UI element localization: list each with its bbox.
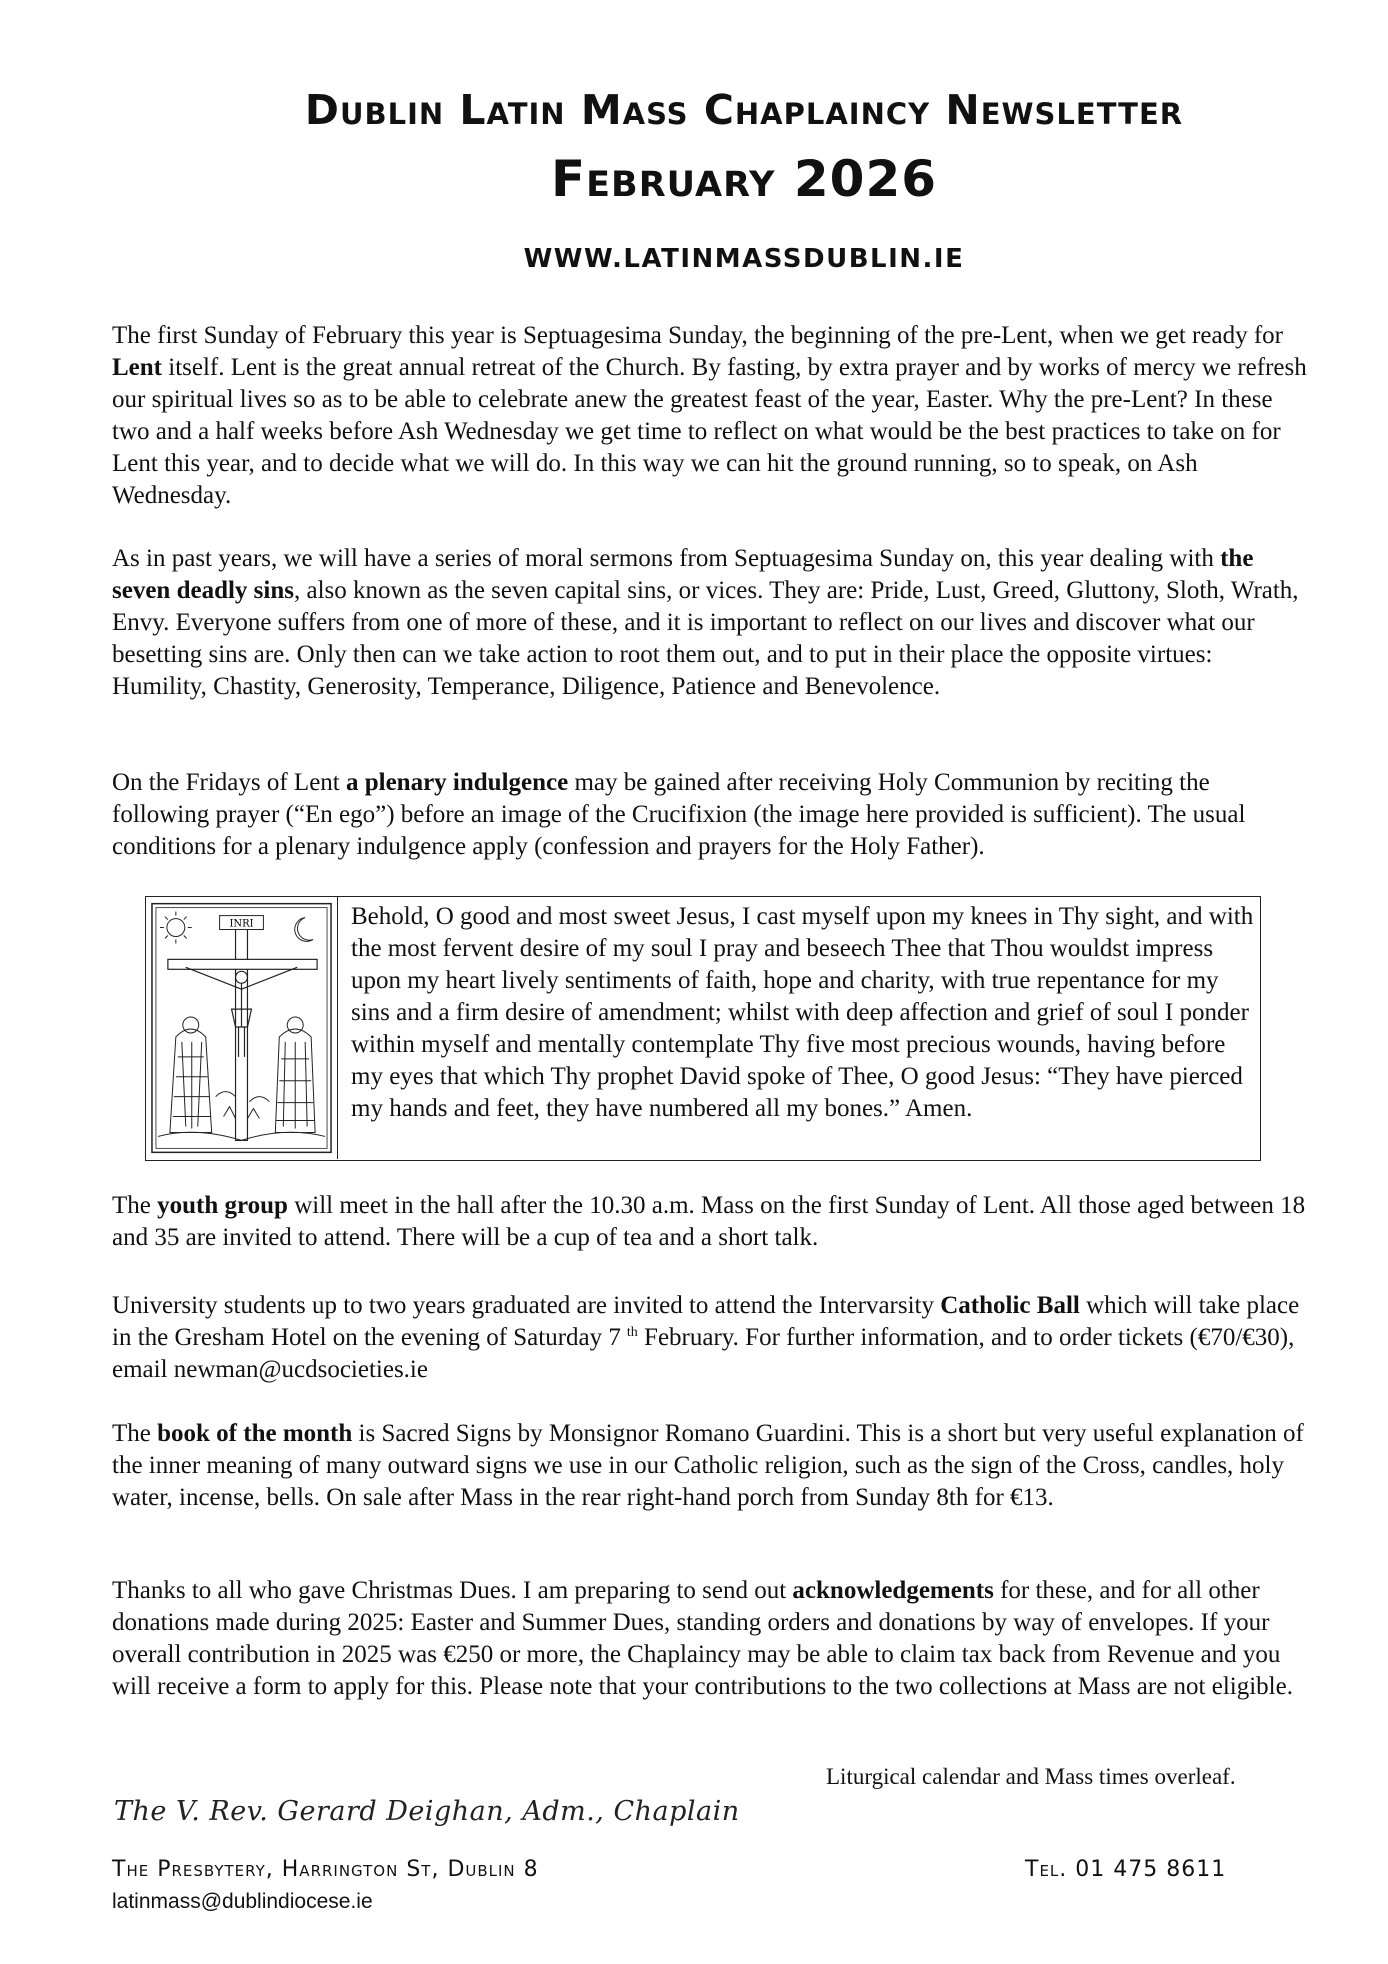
ball-sup: th [626, 1324, 638, 1340]
lent-text-2: itself. Lent is the great annual retreat of the Church. By fasting, by extra prayer and by works of mercy we refresh our spiritual lives so as to be able to celebrate anew the greatest feast of the year, Easter. Why the pre-Lent? In these two and a half weeks before Ash Wednesday we get time to reflect on what would be the best practices to take on for Lent this year, and to decide what we will do. In this way we can hit the ground running, so to speak, on Ash Wednesday. [112, 354, 1307, 509]
ball-text-2: which will take place in the Gresham Hotel on the evening of Saturday 7 [112, 1292, 1300, 1351]
book-text-1: The [112, 1420, 158, 1447]
ack-bold: acknowledgements [792, 1577, 994, 1604]
youth-text-1: The [112, 1192, 158, 1219]
book-of-month-paragraph [112, 1418, 1312, 1514]
ball-text-3: February. For further information, and to order tickets (€70/€30), email newman@ucdsocieties.ie [112, 1324, 1295, 1383]
ball-bold: Catholic Ball [940, 1292, 1080, 1319]
crucifixion-image [146, 897, 338, 1159]
lent-text-1: The first Sunday of February this year is Septuagesima Sunday, the beginning of the pre-Lent, when we get ready for [112, 322, 1283, 349]
sins-paragraph [112, 543, 1312, 703]
sins-bold: the seven deadly sins [112, 545, 1254, 604]
crucifixion-icon [146, 897, 337, 1159]
book-bold: book of the month [157, 1420, 353, 1447]
chaplain-signature: The V. Rev. Gerard Deighan, Adm., Chaplain [114, 1796, 740, 1827]
newsletter-date: February 2026 [550, 150, 938, 208]
ack-text-1: Thanks to all who gave Christmas Dues. I am preparing to send out [112, 1577, 793, 1604]
sins-text-1: As in past years, we will have a series of moral sermons from Septuagesima Sunday on, this year dealing with [112, 545, 1221, 572]
newsletter-title: Dublin Latin Mass Chaplaincy Newsletter [304, 86, 1184, 134]
youth-text-2: will meet in the hall after the 10.30 a.m. Mass on the first Sunday of Lent. All those aged between 18 and 35 are invited to attend. There will be a cup of tea and a short talk. [112, 1192, 1306, 1251]
contact-email[interactable]: latinmass@dublindiocese.ie [112, 1890, 373, 1913]
ack-text-2: for these, and for all other donations made during 2025: Easter and Summer Dues, standing orders and donations by way of envelopes. If your overall contribution in 2025 was €250 or more, the Chaplaincy may be able to claim tax back from Revenue and you will receive a form to apply for this. Please note that your contributions to the two collections at Mass are not eligible. [112, 1577, 1293, 1700]
lent-bold: Lent [112, 354, 162, 381]
youth-group-paragraph [112, 1190, 1312, 1254]
indulgence-bold: a plenary indulgence [345, 769, 569, 796]
lent-paragraph [112, 320, 1312, 512]
inri-label: INRI [229, 918, 254, 930]
indulgence-text-2: may be gained after receiving Holy Communion by reciting the following prayer (“En ego”) before an image of the Crucifixion (the image here provided is sufficient). The usual conditions for a plenary indulgence apply (confession and prayers for the Holy Father). [112, 769, 1246, 860]
sins-text-2: , also known as the seven capital sins, or vices. They are: Pride, Lust, Greed, Gluttony, Sloth, Wrath, Envy. Everyone suffers from one of more of these, and it is important to reflect on our lives and discover what our besetting sins are. Only then can we take action to root them out, and to put in their place the opposite virtues: Humility, Chastity, Generosity, Temperance, Diligence, Patience and Benevolence. [112, 577, 1299, 700]
calendar-note: Liturgical calendar and Mass times overleaf. [826, 1764, 1236, 1789]
indulgence-paragraph [112, 767, 1312, 863]
youth-bold: youth group [157, 1192, 288, 1219]
ball-text-1: University students up to two years graduated are invited to attend the Intervarsity [112, 1292, 941, 1319]
book-text-2: is Sacred Signs by Monsignor Romano Guardini. This is a short but very useful explanation of the inner meaning of many outward signs we use in our Catholic religion, such as the sign of the Cross, candles, holy water, incense, bells. On sale after Mass in the rear right-hand porch from Sunday 8th for €13. [112, 1420, 1304, 1511]
indulgence-text-1: On the Fridays of Lent [112, 769, 346, 796]
catholic-ball-paragraph [112, 1290, 1312, 1386]
presbytery-address: The Presbytery, Harrington St, Dublin 8 [112, 1857, 539, 1882]
acknowledgements-paragraph [112, 1575, 1312, 1703]
website-link[interactable]: WWW.LATINMASSDUBLIN.IE [523, 244, 965, 274]
prayer-box [145, 896, 1261, 1161]
en-ego-prayer: Behold, O good and most sweet Jesus, I cast myself upon my knees in Thy sight, and with the most fervent desire of my soul I pray and beseech Thee that Thou wouldst impress upon my heart lively sentiments of faith, hope and charity, with true repentance for my sins and a firm desire of amendment; whilst with deep affection and grief of soul I ponder within myself and mentally contemplate Thy five most precious wounds, having before my eyes that which Thy prophet David spoke of Thee, O good Jesus: “They have pierced my hands and feet, they have numbered all my bones.” Amen. [351, 903, 1254, 1122]
telephone-number: Tel. 01 475 8611 [1025, 1857, 1227, 1882]
